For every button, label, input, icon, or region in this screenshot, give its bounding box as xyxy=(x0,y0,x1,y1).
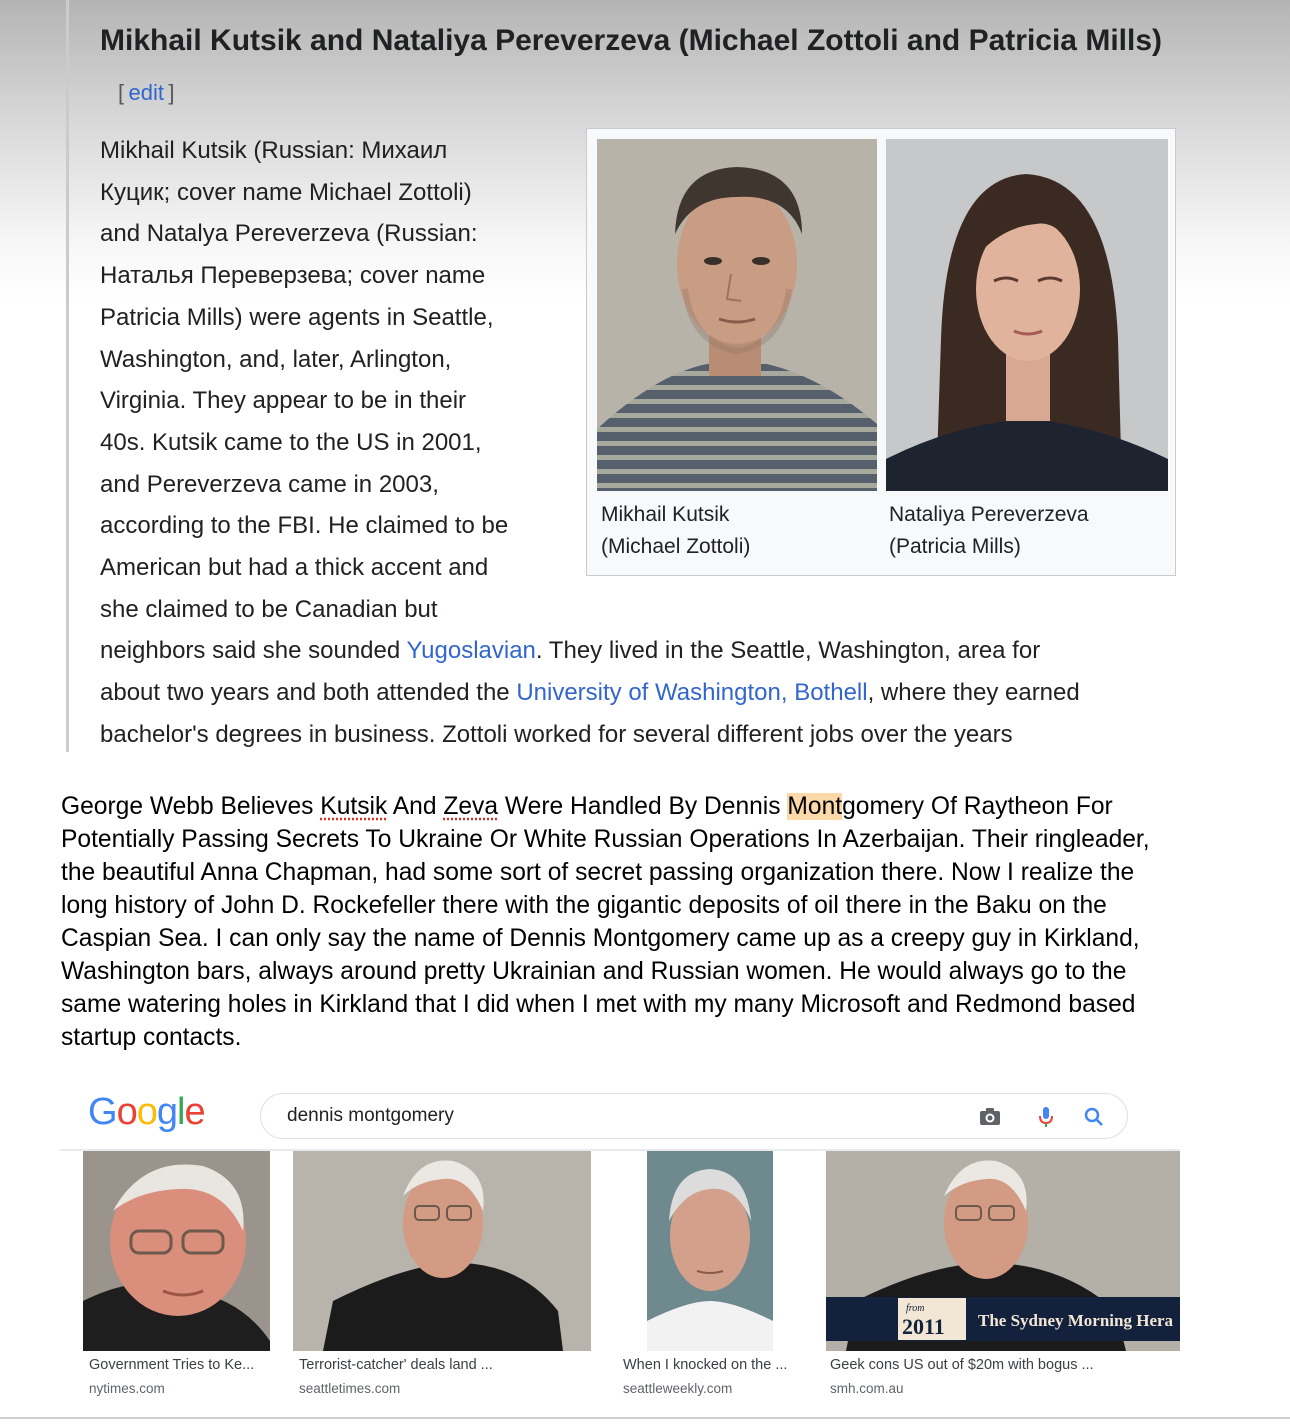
text-run: neighbors said she sounded xyxy=(100,637,407,665)
search-icon[interactable] xyxy=(1081,1104,1107,1130)
spellcheck-word: Zeva xyxy=(443,793,499,820)
image-result-3[interactable] xyxy=(647,1151,773,1351)
section-heading xyxy=(100,16,1180,118)
google-logo[interactable] xyxy=(88,1091,205,1134)
text-run: . They lived in the Seattle, Washington, area for xyxy=(535,637,1041,665)
para-line xyxy=(100,630,1180,672)
result-source-1: nytimes.com xyxy=(89,1381,165,1396)
logo-letter: e xyxy=(184,1091,205,1133)
text-run: George Webb Believes xyxy=(61,793,321,820)
search-box[interactable] xyxy=(260,1093,1128,1139)
para-line: and Natalya Pereverzeva (Russian: xyxy=(100,220,478,248)
para-line: Mikhail Kutsik (Russian: Михаил xyxy=(100,137,448,164)
para-line: Куцик; cover name Michael Zottoli) xyxy=(100,178,472,206)
caption-name: Nataliya Pereverzeva xyxy=(889,503,1089,526)
logo-letter: l xyxy=(176,1091,185,1133)
para-line: and Pereverzeva came in 2003, xyxy=(100,470,439,498)
image-result-2[interactable] xyxy=(293,1151,591,1351)
text-run: And xyxy=(387,793,444,820)
logo-letter: o xyxy=(116,1091,137,1133)
logo-letter: g xyxy=(156,1091,177,1133)
para-line: Наталья Переверзева; cover name xyxy=(100,262,486,290)
caption-cover-name: (Patricia Mills) xyxy=(889,535,1021,558)
result-caption-2[interactable]: Terrorist-catcher' deals land ... xyxy=(299,1357,493,1373)
result-caption-4[interactable]: Geek cons US out of $20m with bogus ... xyxy=(830,1357,1094,1373)
google-image-search xyxy=(60,1085,1180,1425)
article-paragraph xyxy=(100,130,1180,756)
blockquote-bar xyxy=(66,0,69,752)
text-run: about two years and both attended the xyxy=(100,679,517,707)
para-line: she claimed to be Canadian but xyxy=(100,595,438,623)
result-caption-3[interactable]: When I knocked on the ... xyxy=(623,1357,788,1373)
result-caption-1[interactable]: Government Tries to Ke... xyxy=(89,1357,255,1373)
para-line xyxy=(100,672,1180,714)
para-line: Virginia. They appear to be in their xyxy=(100,387,467,415)
para-line: Patricia Mills) were agents in Seattle, xyxy=(100,303,494,331)
edit-bracket-open: [ xyxy=(118,80,125,105)
result-source-2: seattletimes.com xyxy=(299,1381,401,1396)
text-run: gomery Of Raytheon For Potentially Passing Secrets To Ukraine Or White Russian Operations In Azerbaijan. Their ringleader, the beautiful Anna Chapman, had some sort of secret passing organization there. Now I realize the long history of John D. Rockefeller there with the gigantic deposits of oil there in the Baku on the Caspian Sea. I can only say the name of Dennis Montgomery came up as a creepy guy in Kirkland, Washington bars, always around pretty Ukrainian and Russian women. He would always go to the same watering holes in Kirkland that I did when I met with my many Microsoft and Redmond based startup contacts. xyxy=(61,793,1150,1051)
section-heading-text: Mikhail Kutsik and Nataliya Pereverzeva (Michael Zottoli and Patricia Mills) xyxy=(100,24,1162,57)
para-line: according to the FBI. He claimed to be xyxy=(100,512,509,540)
edit-bracket-close: ] xyxy=(168,80,175,105)
caption-name: Mikhail Kutsik xyxy=(601,503,730,526)
para-line: Washington, and, later, Arlington, xyxy=(100,345,452,373)
text-run: , where they earned xyxy=(867,679,1080,707)
logo-letter: o xyxy=(136,1091,157,1133)
result-source-3: seattleweekly.com xyxy=(623,1381,733,1396)
para-line: bachelor's degrees in business. Zottoli worked for several different jobs over the years xyxy=(100,720,1013,748)
edit-section xyxy=(118,80,175,105)
uw-bothell-link[interactable]: University of Washington, Bothell xyxy=(516,679,868,707)
result-source-4: smh.com.au xyxy=(830,1381,904,1396)
banner-year: 2011 xyxy=(902,1314,945,1339)
spellcheck-word: Kutsik xyxy=(320,793,388,820)
microphone-icon[interactable] xyxy=(1033,1104,1059,1130)
para-line: American but had a thick accent and xyxy=(100,554,489,582)
image-result-1[interactable] xyxy=(83,1151,270,1351)
image-result-4[interactable] xyxy=(826,1151,1180,1351)
text-run: Were Handled By Dennis xyxy=(498,793,788,820)
search-input[interactable]: dennis montgomery xyxy=(287,1105,454,1126)
camera-icon[interactable] xyxy=(977,1104,1003,1130)
logo-letter: G xyxy=(88,1091,117,1133)
commentary-text xyxy=(61,790,1176,1054)
para-line: 40s. Kutsik came to the US in 2001, xyxy=(100,428,482,456)
highlighted-word: Mont xyxy=(787,793,843,820)
banner-from: from xyxy=(906,1303,925,1314)
banner-paper: The Sydney Morning Hera xyxy=(978,1311,1174,1330)
edit-link[interactable]: edit xyxy=(128,80,165,105)
yugoslavian-link[interactable]: Yugoslavian xyxy=(406,637,536,665)
caption-cover-name: (Michael Zottoli) xyxy=(601,535,751,558)
